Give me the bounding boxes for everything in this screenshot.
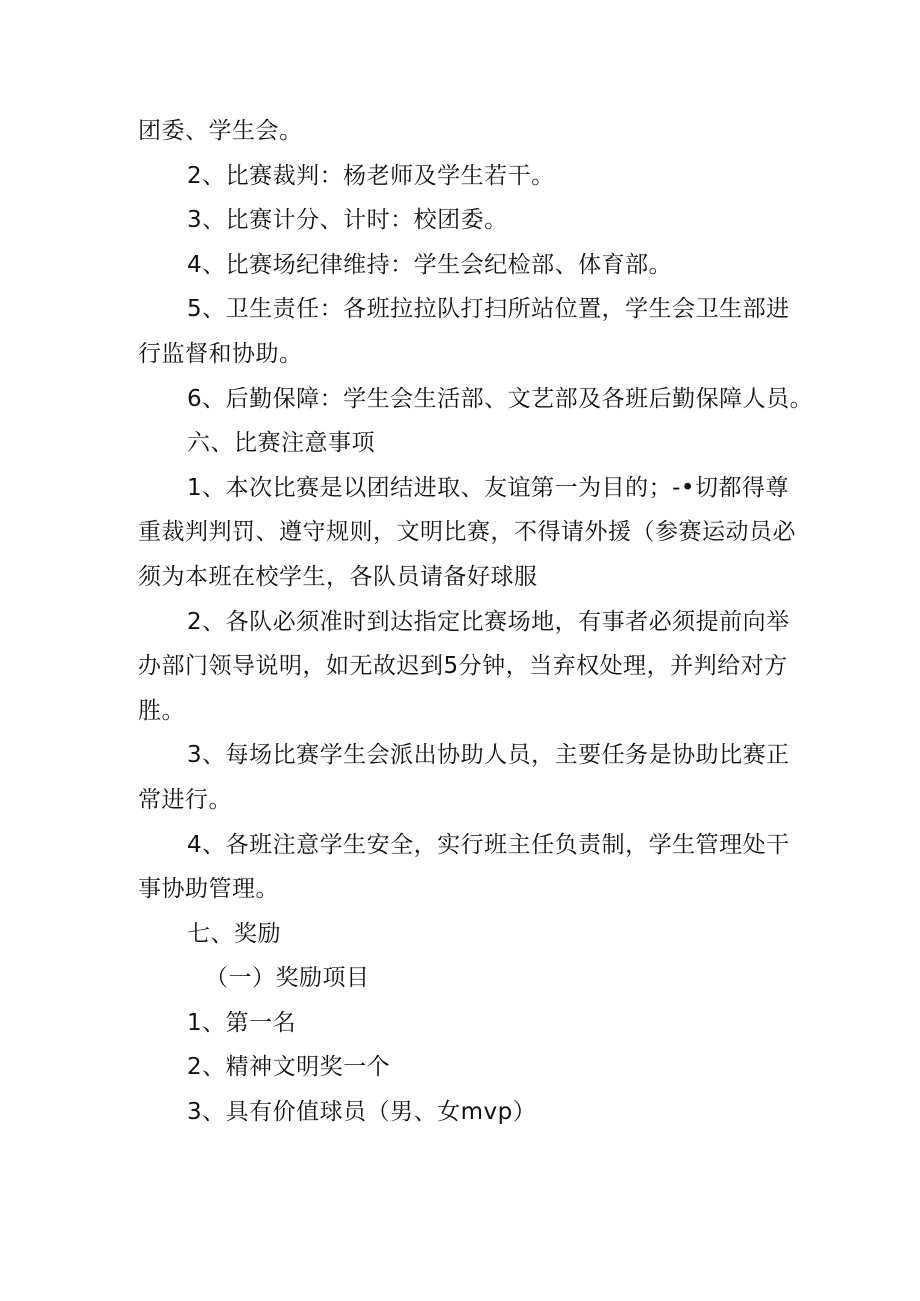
text-line: 6、后勤保障：学生会生活部、文艺部及各班后勤保障人员。: [187, 385, 814, 412]
text-line: 重裁判判罚、遵守规则，文明比赛，不得请外援（参赛运动员必: [138, 519, 796, 546]
text-line: 4、各班注意学生安全，实行班主任负责制，学生管理处干: [187, 831, 790, 858]
text-line: 团委、学生会。: [138, 118, 303, 144]
text-line: 1、第一名: [187, 1009, 297, 1036]
text-line: 5、卫生责任：各班拉拉队打扫所站位置，学生会卫生部进: [187, 296, 790, 323]
body-text: [138, 109, 814, 1135]
text-line: 1、本次比赛是以团结进取、友谊第一为目的；-•切都得尊: [187, 474, 789, 501]
section-heading: 七、奖励: [187, 920, 281, 947]
text-line: 办部门领导说明，如无故迟到5分钟，当弃权处理，并判给对方: [138, 653, 788, 680]
text-line: 须为本班在校学生，各队员请备好球服: [138, 563, 538, 590]
subsection-heading: （一）奖励项目: [205, 965, 370, 992]
text-line: 3、每场比赛学生会派出协助人员，主要任务是协助比赛正: [187, 742, 790, 769]
text-line: 3、具有价值球员（男、女mvp）: [187, 1099, 537, 1126]
text-line: 2、比赛裁判：杨老师及学生若干。: [187, 162, 555, 189]
text-line: 事协助管理。: [138, 876, 279, 903]
text-line: 行监督和协助。: [138, 340, 303, 367]
text-line: 胜。: [138, 697, 185, 724]
text-line: 2、精神文明奖一个: [187, 1054, 391, 1081]
text-line: 4、比赛场纪律维持：学生会纪检部、体育部。: [187, 251, 673, 278]
section-heading: 六、比赛注意事项: [187, 430, 375, 457]
text-line: 常进行。: [138, 786, 232, 813]
text-line: 3、比赛计分、计时：校团委。: [187, 207, 508, 234]
text-line: 2、各队必须准时到达指定比赛场地，有事者必须提前向举: [187, 608, 790, 635]
